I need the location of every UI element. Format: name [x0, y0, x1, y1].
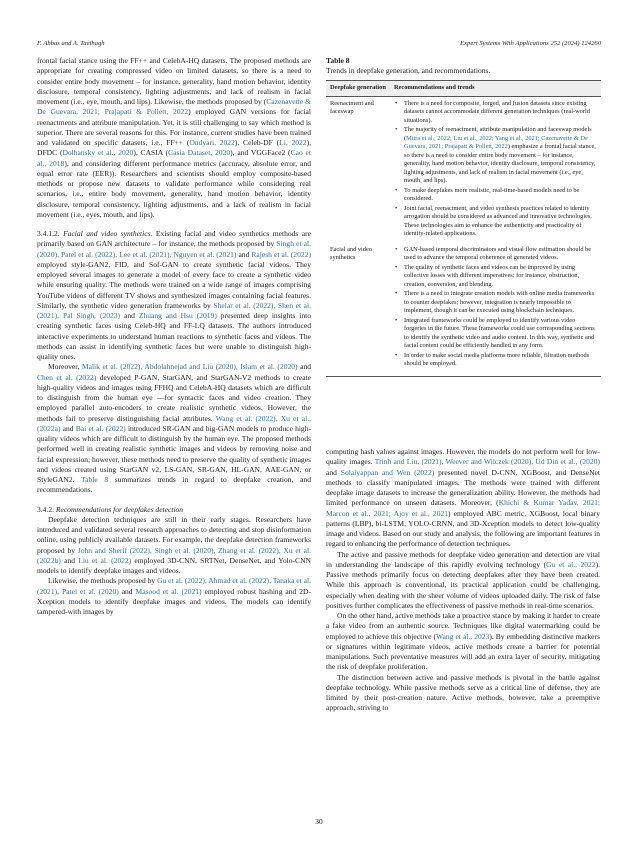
citation-link[interactable]: Casia Dataset, 2020 [168, 148, 231, 158]
page-number: 30 [315, 817, 323, 826]
citation-link[interactable]: Ondyari, 2022 [189, 138, 235, 147]
list-item: • The quality of synthetic faces and videos can be improved by using collective losses with different imperatives: for instance, obstruction, creation, conversion, and blending. [404, 264, 597, 290]
citation-link[interactable]: Trinh and Liu, (2021), Weever and Wilczek (2020), Ud Din et al., (2020) [374, 457, 600, 467]
table-header-cell: Deepfake generation [326, 81, 390, 97]
paragraph: Deepfake detection techniques are still in their early stages. Researchers have introduced and validated several research approaches to detecting and stop disinformation online, using publicly available datasets. For example, the deepfake detection frameworks proposed by John and Sherif (2022), Singh et al. (2020), Zhang et al. (2022), Xu et al. (2022b) and Liu et al. (2022) employed 3D-CNN, SRTNet, DenseNet, and Yolo-CNN models to identify deepfake images and videos. [37, 514, 311, 575]
table-section-cell: Facial and video synthetics [326, 243, 390, 377]
recommendations-table [326, 80, 601, 377]
citation-link[interactable]: Gu et al., 2022 [546, 559, 596, 569]
list-item: • Joint facial, reenactment, and video synthesis practices related to identity arrogation should be considered as advanced and innovative technologies. These technologies aim to enhance the authenticity and practicality of identity-related applications. [404, 205, 597, 239]
citation-link[interactable]: Wang et al., 2023 [435, 631, 490, 641]
table-title: Trends in deepfake generation, and recommendations. [326, 66, 491, 75]
table-section-cell: Reenactment and faceswap [330, 99, 374, 115]
citation-link[interactable]: Rajesh et al. (2022) [251, 249, 311, 259]
paragraph: Likewise, the methods proposed by Gu et al. (2022), Ahmad et al. (2022), Tanaka et al. (2021), Patel et al. (2020) and Masood et al. (2021) employed robust hashing and 2D-Xception models to identify deepfake images and videos. The models can identify tampered-with images by [37, 576, 311, 616]
paragraph: Moreover, Malik et al. (2022), Abdolahnejad and Liu (2020), Islam et al. (2020) and Chen et al. (2022) developed P-GAN, StarGAN, and StarGAN-V2 methods to create high-quality videos and images using FFHQ and CelebA-HQ datasets which are difficult to distinguish from the human eye —for syntactic faces and video creation. They employed parallel auto-encoders to create realistic synthetic videos. However, the methods fail to preserve distinguishing facial attributes. Wang et al. (2022), Xu et al., (2022a) and Bai et al. (2022) introduced SR-GAN and big-GAN models to produce high-quality videos which are difficult to distinguish by the human eye. The proposed methods performed well in creating realistic synthetic images and videos by removing noise and facial expression; however, these methods need to preserve the quality of synthetic images and videos created using StarGAN v2, LS-GAN, SR-GAN, HL-GAN, AAE-GAN, or StyleGAN2. Table 8 summarizes trends in regard to deepfake creation, and recommendations. [37, 362, 312, 495]
table-bullets-cell [390, 96, 601, 243]
citation-link[interactable]: John and Sherif (2022), Singh et al. (2020), Zhang et al. (2022), Xu et al. (2022b) [37, 545, 311, 565]
paragraph: The distinction between active and passive methods is pivotal in the battle against deepfake technology. While passive methods serve as a critical line of defense, they are limited by their post-creation nature. Active methods, however, take a preemptive approach, striving to [326, 672, 600, 713]
list-item: • GAN-based temporal discriminators and visual flow estimation should be used to advance the temporal coherence of generated videos. [404, 246, 597, 263]
citation-link[interactable]: Cazenavette & De Guevara, 2021; Prajapati & Pollett, 2022 [37, 97, 311, 117]
table-bullets-cell [390, 243, 601, 377]
table-row [326, 96, 601, 243]
header-journal: Expert Systems With Applications 252 (2024) 124260 [460, 40, 601, 47]
list-item: • Integrated frameworks could be employed to identify various video forgeries in the future. These frameworks could use corresponding sections to identify the synthetic video and audio content. In this way, synthetic and facial content could be efficiently handled in any form. [404, 317, 597, 351]
citation-link[interactable]: Shelar et al. (2022), Shen et al. (2021), Pal Singh, (2023) [37, 300, 312, 320]
citation-link[interactable]: Chen et al. (2022) [37, 372, 97, 382]
citation-link[interactable]: Solaiyappan and Wen (2022) [340, 467, 435, 477]
citation-link[interactable]: Liu et al. (2022) [78, 555, 132, 565]
citation-link[interactable]: Bai et al. (2022) [75, 423, 126, 433]
citation-link[interactable]: Li, 2022 [279, 138, 307, 147]
citation-link[interactable]: Singh et al. (2020), Patel et al. (2022), Lee et al. (2021), Nguyen et al. (2021) [37, 239, 311, 259]
citation-link[interactable]: Malik et al. (2022), Abdolahnejad and Liu (2020), Islam et al. (2020) [81, 362, 298, 372]
citation-link[interactable]: Dolhansky et al., 2020 [62, 148, 134, 158]
citation-link[interactable]: Cao et al., 2018 [37, 148, 311, 168]
right-column [326, 447, 600, 714]
citation-link[interactable]: Mitra et al., 2022; Liu et al., 2022; Yang et al., 2021; Cazenavette & De Guevara, 2021; Prajapati & Pollett, 2022 [404, 134, 588, 150]
table-header-row [326, 81, 601, 97]
list-item: • There is a need for composite, forged, and fusion datasets since existing datasets cannot accommodate different generation techniques (real-world situations). [404, 100, 597, 126]
list-item: • There is a need to integrate creation models with online media frameworks to counter deepfakes; however, integration is nearly impossible to implement, though it can be executed using blockchain techniques. [404, 290, 597, 316]
citation-link[interactable]: Wang et al. (2022), Xu et al., (2022a) [37, 413, 311, 433]
paragraph: computing hash values against images. However, the models do not perform well for low-quality images. Trinh and Liu, (2021), Weever and Wilczek (2020), Ud Din et al., (2020) and Solaiyappan and Wen (2022) presented novel D-CNN, XGBoost, and DenseNet methods to classify manipulated images. The methods were trained with different deepfake image datasets to increase the generalization ability. However, the methods had limited performance on unseen datasets. Moreover, (Khichi & Kumar Yadav, 2021; Marcon et al., 2021; Ajoy et al., 2021) employed ABC metric, XGBoost, local binary patterns (LBP), bi-LSTM, YOLO-CRNN, and 3D-Xception models to detect low-quality image and videos. Based on our study and analysis, the following are important features in regard to enhancing the performance of detection techniques. [326, 447, 600, 549]
table-header-cell: Recommendations and trends [390, 81, 601, 97]
left-column [37, 56, 311, 617]
table-reference-link[interactable]: Table 8 [81, 475, 109, 484]
citation-link[interactable]: Khichi & Kumar Yadav, 2021; Marcon et al., 2021; Ajoy et al., 2021 [326, 498, 600, 518]
table-number: Table 8 [326, 56, 350, 65]
paragraph: On the other hand, active methods take a proactive stance by making it harder to create a fake video from an authentic source. Techniques like digital watermarking could be employed to achieve this objective (Wang et al., 2023). By embedding distinctive markers or signatures within legitimate videos, active methods create a barrier for potential manipulations. Such preventative measures will add an extra layer of security, mitigating the risk of deepfake proliferation. [326, 611, 600, 672]
citation-link[interactable]: Gu et al. (2022), Ahmad et al. (2022), Tanaka et al. (2021), Patel et al. (2020) [37, 576, 311, 596]
paragraph: The active and passive methods for deepfake video generation and detection are vital in understanding the landscape of this rapidly evolving technology (Gu et al., 2022). Passive methods primarily focus on detecting deepfakes after they have been created. While this approach is conventional, its practical application could be challenging, especially when dealing with the sheer volume of videos uploaded daily. The risk of false positives further complicates the effectiveness of passive methods in real-time scenarios. [326, 549, 600, 610]
subsection-heading: 3.4.1.2. Facial and video synthetics. [37, 229, 153, 238]
paragraph: frontal facial stance using the FF++ and CelebA-HQ datasets. The proposed methods are appropriate for creating compressed video on limited datasets, so there is a need to consider entire body movement – for instance, generality, hand motion behavior, identity disclosure, temporal consistency, lighting adjustments, and lack of realism in facial movement (i.e., eye, mouth, and lips). Likewise, the methods proposed by (Cazenavette & De Guevara, 2021; Prajapati & Pollett, 2022) employed GAN versions for facial reenactments and attribute manipulation. Yet, it is still challenging to say which method is superior. There are several reasons for this. For instance, current studies have been trained and validated on specific datasets, i.e., FF++ (Ondyari, 2022), Celeb-DF (Li, 2022), DFDC (Dolhansky et al., 2020), CASIA (Casia Dataset, 2020), and VGGFace2 (Cao et al., 2018), and considering different performance metrics (accuracy, absolute error, and equal error rate (EER)). Researchers and scientists should employ composite-based methods or propose new datasets to validate performance while considering real scenarios, i.e., entire body movement, generality, hand motion behavior, identity disclosure, temporal consistency, lighting adjustments, and a lack of realism in facial movement (i.e., eyes, mouth, and lips). [37, 56, 311, 219]
subsection-paragraph: 3.4.1.2. Facial and video synthetics. Existing facial and video synthetics methods are primarily based on GAN architecture – for instance, the methods proposed by Singh et al. (2020), Patel et al. (2022), Lee et al. (2021), Nguyen et al. (2021) and Rajesh et al. (2022) employed style-GAN2, FID, and Sof-GAN to create synthetic facial videos. They employed several images to generate a model of every face to create a synthetic video while ensuring quality. The methods were trained on a wide range of images comprising YouTube videos of different TV shows and synthesized images containing facial features. Similarly, the synthetic video generation frameworks by Shelar et al. (2022), Shen et al. (2021), Pal Singh, (2023) and Zhuang and Hsu (2019) presented deep insights into creating synthetic faces using Celeb-HQ and FF-LQ datasets. The authors introduced interactive experiments to understand human reactions to synthetic faces and videos. The methods can assist in identifying synthetic faces but were unable to distinguish high-quality ones. [37, 229, 312, 361]
citation-link[interactable]: Zhuang and Hsu (2019) [138, 311, 217, 320]
list-item: • In order to make social media platforms more reliable, filtration methods should be employed. [404, 352, 597, 369]
list-item: • The majority of reenactment, attribute manipulation and faceswap models (Mitra et al., 2022; Liu et al., 2022; Yang et al., 2021; Cazenavette & De Guevara, 2021; Prajapati & Pollett, 2022) emphasize a frontal facial stance, so there is a need to consider entire body movement – for instance, generality, hand motion behavior, identity disclosure, temporal consistency, lighting adjustments, and lack of realism in facial movement (i.e., eye, mouth, and lips). [404, 126, 597, 186]
header-authors: F. Abbas and A. Taeihagh [37, 40, 105, 47]
list-item: • To make deepfakes more realistic, real-time-based models need to be considered. [404, 187, 597, 204]
table-8 [326, 56, 601, 377]
table-row [326, 243, 601, 377]
subsection-heading: 3.4.2. Recommendations for deepfakes detection [37, 504, 184, 514]
citation-link[interactable]: Masood et al. (2021) [135, 586, 202, 596]
